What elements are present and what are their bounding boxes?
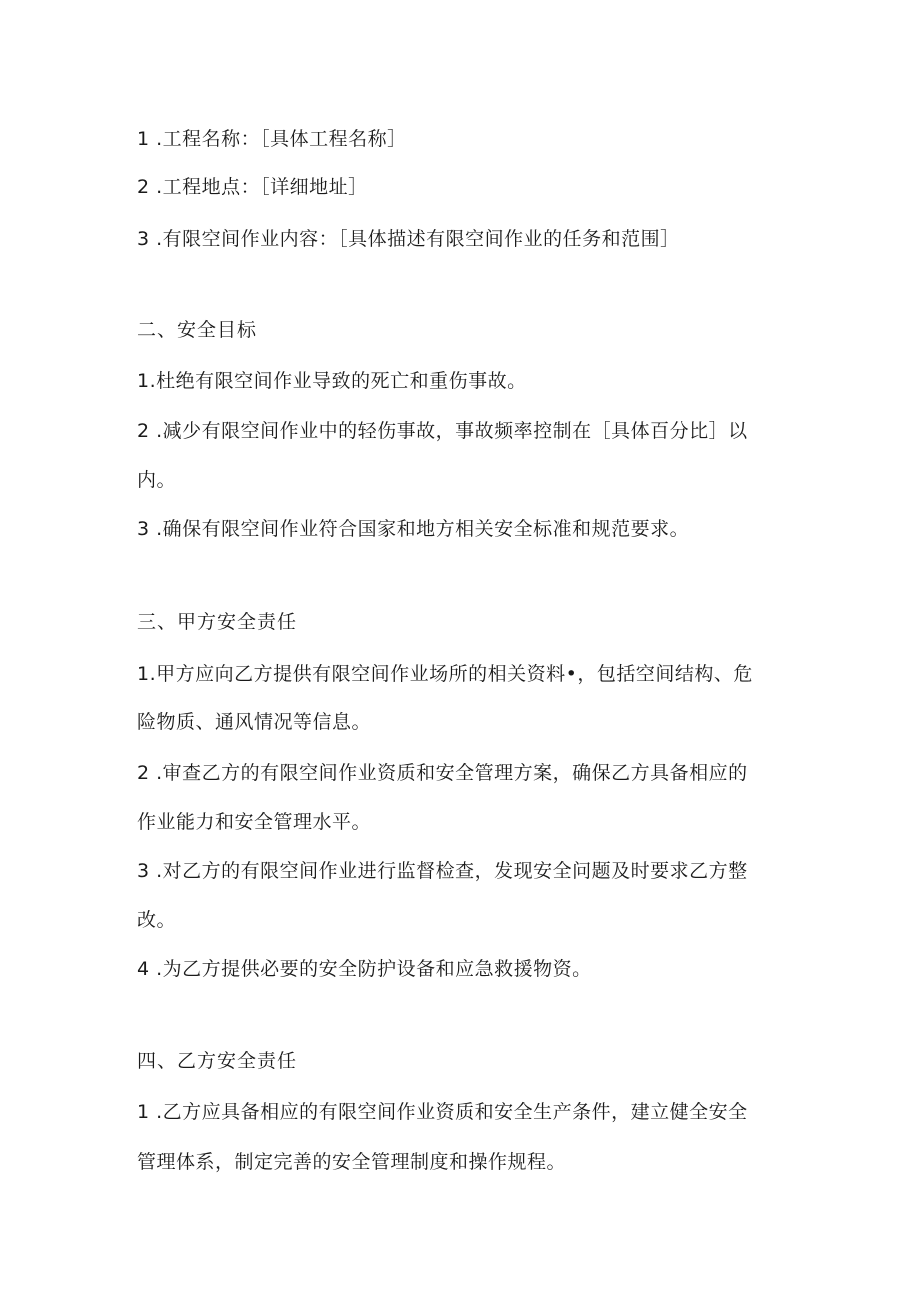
party-a-item-1-line-2: 险物质、通风情况等信息。	[137, 711, 372, 733]
section-heading-safety-goals: 二、安全目标	[137, 319, 258, 341]
safety-goal-item-1: 1.杜绝有限空间作业导致的死亡和重伤事故。	[137, 370, 527, 392]
party-a-item-3-line-2: 改。	[137, 909, 177, 931]
project-name-item: 1 .工程名称：［具体工程名称］	[137, 128, 407, 150]
safety-goal-item-2-line-2: 内。	[137, 469, 177, 491]
project-location-item: 2 .工程地点：［详细地址］	[137, 176, 368, 198]
safety-goal-item-3: 3 .确保有限空间作业符合国家和地方相关安全标准和规范要求。	[137, 518, 690, 540]
project-scope-item: 3 .有限空间作业内容：［具体描述有限空间作业的任务和范围］	[137, 228, 680, 250]
party-b-item-1-line-1: 1 .乙方应具备相应的有限空间作业资质和安全生产条件，建立健全安全	[137, 1101, 748, 1123]
party-a-item-2-line-2: 作业能力和安全管理水平。	[137, 811, 372, 833]
safety-goal-item-2-line-1: 2 .减少有限空间作业中的轻伤事故，事故频率控制在［具体百分比］以	[137, 420, 748, 442]
party-a-item-4: 4 .为乙方提供必要的安全防护设备和应急救援物资。	[137, 958, 592, 980]
party-a-item-3-line-1: 3 .对乙方的有限空间作业进行监督检查，发现安全问题及时要求乙方整	[137, 860, 748, 882]
party-a-item-2-line-1: 2 .审查乙方的有限空间作业资质和安全管理方案，确保乙方具备相应的	[137, 762, 748, 784]
section-heading-party-a-responsibility: 三、甲方安全责任	[137, 611, 298, 633]
party-a-item-1-line-1: 1.甲方应向乙方提供有限空间作业场所的相关资料•，包括空间结构、危	[137, 663, 753, 685]
section-heading-party-b-responsibility: 四、乙方安全责任	[137, 1050, 298, 1072]
party-b-item-1-line-2: 管理体系，制定完善的安全管理制度和操作规程。	[137, 1151, 567, 1173]
